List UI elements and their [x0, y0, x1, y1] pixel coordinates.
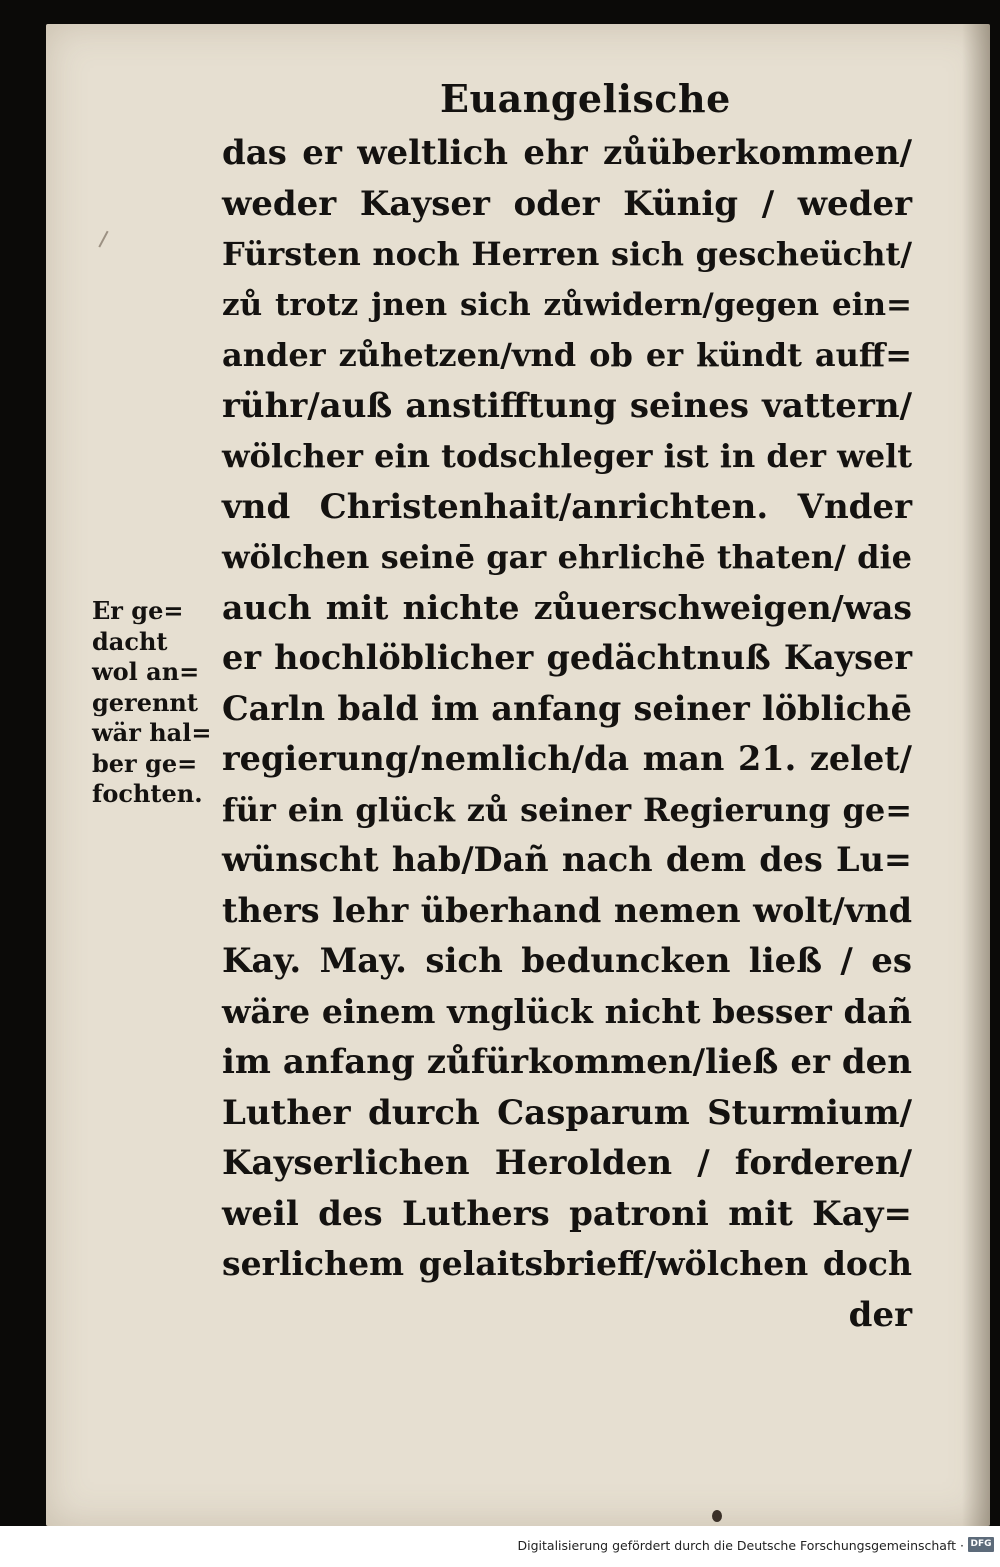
- body-line: Fürsten noch Herren sich gescheücht/: [222, 235, 912, 273]
- footer-credit: Digitalisierung gefördert durch die Deutsche Forschungsgemeinschaft ·: [517, 1538, 964, 1553]
- body-line: wäre einem vnglück nicht besser dañ: [222, 991, 912, 1031]
- body-line: wünscht hab/Dañ nach dem des Lu=: [222, 840, 912, 879]
- body-line: ander zůhetzen/vnd ob er kündt auff=: [222, 336, 912, 374]
- body-text-block: [222, 128, 912, 1340]
- body-line: vnd Christenhait/anrichten. Vnder: [222, 486, 912, 527]
- body-line: Kay. May. sich beduncken ließ / es: [222, 941, 912, 981]
- body-line: thers lehr überhand nemen wolt/vnd: [222, 890, 912, 930]
- page-edge-shadow: [962, 24, 990, 1526]
- running-head: Euangelische: [440, 76, 731, 121]
- body-line: im anfang zůfürkommen/ließ er den: [222, 1042, 912, 1082]
- body-line: das er weltlich ehr zůüberkommen/: [222, 133, 912, 173]
- marginal-note-line: gerennt: [92, 687, 198, 717]
- marginal-note: [92, 596, 222, 810]
- body-line: regierung/nemlich/da man 21. zelet/: [222, 739, 912, 778]
- body-line: rühr/auß anstifftung seines vattern/: [222, 385, 912, 426]
- marginal-note-line: ber ge=: [92, 748, 198, 778]
- body-line: weil des Luthers patroni mit Kay=: [222, 1193, 912, 1234]
- body-line: Luther durch Casparum Sturmium/: [222, 1092, 912, 1133]
- footer-bar: [0, 1526, 1000, 1567]
- marginal-note-line: Er ge=: [92, 596, 184, 625]
- body-line: für ein glück zů seiner Regierung ge=: [222, 790, 912, 829]
- body-line: zů trotz jnen sich zůwidern/gegen ein=: [222, 286, 912, 323]
- body-line: auch mit nichte zůuerschweigen/was: [222, 587, 912, 627]
- body-line: wölchen seinē gar ehrlichē thaten/ die: [222, 538, 912, 576]
- dfg-logo: DFG: [968, 1537, 994, 1552]
- marginal-note-line: wär hal=: [92, 718, 212, 747]
- ink-dot: [712, 1510, 722, 1522]
- marginal-note-line: wol an=: [92, 657, 200, 686]
- body-line: Carln bald im anfang seiner löblichē: [222, 688, 912, 728]
- ink-mark: [98, 231, 115, 252]
- body-line: serlichem gelaitsbrieff/wölchen doch: [222, 1244, 912, 1283]
- body-line: wölcher ein todschleger ist in der welt: [222, 437, 912, 475]
- body-line: weder Kayser oder Künig / weder: [222, 183, 912, 224]
- body-line: Kayserlichen Herolden / forderen/: [222, 1143, 912, 1183]
- body-line: der: [848, 1294, 912, 1335]
- marginal-note-line: dacht: [92, 626, 168, 656]
- body-line: er hochlöblicher gedächtnuß Kayser: [222, 638, 912, 677]
- marginal-note-line: fochten.: [92, 779, 203, 808]
